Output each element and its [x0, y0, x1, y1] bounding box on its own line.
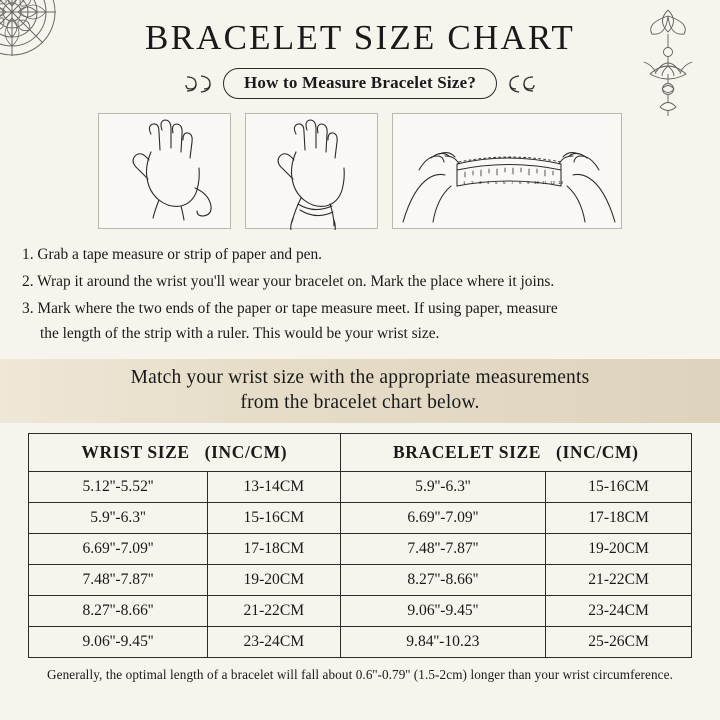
cell-bracelet-cm: 23-24CM [546, 595, 692, 626]
flourish-left-icon [184, 73, 214, 95]
step-number: 1. [22, 246, 34, 263]
banner-line-1: Match your wrist size with the appropriate measurements [130, 367, 590, 389]
flourish-right-icon [506, 73, 536, 95]
cell-bracelet-inc: 6.69''-7.09'' [340, 502, 546, 533]
banner-line-2: from the bracelet chart below. [240, 391, 480, 413]
svg-text:7: 7 [511, 180, 514, 185]
header-bracelet-size-label: BRACELET SIZE [393, 441, 542, 462]
cell-bracelet-cm: 15-16CM [546, 471, 692, 502]
table-header-row [29, 433, 692, 471]
cell-wrist-inc: 6.69''-7.09'' [29, 533, 208, 564]
cell-bracelet-inc: 9.06''-9.45'' [340, 595, 546, 626]
cell-bracelet-cm: 21-22CM [546, 564, 692, 595]
svg-text:6: 6 [503, 180, 506, 185]
cell-bracelet-cm: 19-20CM [546, 533, 692, 564]
cell-wrist-cm: 19-20CM [208, 564, 341, 595]
header-bracelet-size [340, 433, 691, 471]
cell-bracelet-cm: 25-26CM [546, 626, 692, 657]
table-row [29, 564, 692, 595]
illustration-row [0, 113, 720, 229]
subtitle-row [0, 68, 720, 99]
cell-bracelet-inc: 9.84''-10.23 [340, 626, 546, 657]
svg-text:9: 9 [527, 180, 530, 185]
cell-bracelet-inc: 8.27''-8.66'' [340, 564, 546, 595]
header-wrist-size [29, 433, 341, 471]
step-text: Grab a tape measure or strip of paper and pen. [37, 246, 323, 263]
cell-wrist-cm: 21-22CM [208, 595, 341, 626]
footnote: Generally, the optimal length of a bracelet will fall about 0.6''-0.79'' (1.5-2cm) longer than your wrist circumference. [47, 666, 673, 682]
cell-wrist-cm: 15-16CM [208, 502, 341, 533]
svg-text:11: 11 [542, 180, 547, 185]
cell-bracelet-inc: 5.9''-6.3'' [340, 471, 546, 502]
svg-text:2: 2 [471, 180, 474, 185]
svg-text:13: 13 [558, 180, 564, 185]
svg-text:12: 12 [550, 180, 556, 185]
svg-text:10: 10 [534, 180, 540, 185]
table-row [29, 595, 692, 626]
step-number: 2. [22, 272, 34, 290]
cell-wrist-cm: 23-24CM [208, 626, 341, 657]
cell-wrist-inc: 5.12''-5.52'' [29, 471, 208, 502]
table-row [29, 626, 692, 657]
subtitle-pill: How to Measure Bracelet Size? [223, 68, 497, 99]
table-row [29, 502, 692, 533]
cell-bracelet-inc: 7.48''-7.87'' [340, 533, 546, 564]
page-title: BRACELET SIZE CHART [145, 18, 575, 57]
header-wrist-size-label: WRIST SIZE [81, 441, 190, 462]
svg-text:4: 4 [487, 180, 490, 185]
svg-text:8: 8 [519, 180, 522, 185]
step-text-continuation: the length of the strip with a ruler. This would be your wrist size. [40, 324, 440, 342]
illustration-hand-wrapping-wrist [245, 113, 378, 229]
cell-wrist-inc: 9.06''-9.45'' [29, 626, 208, 657]
list-item [22, 243, 694, 268]
step-text: Mark where the two ends of the paper or tape measure meet. If using paper, measure [37, 299, 558, 317]
cell-wrist-cm: 13-14CM [208, 471, 341, 502]
list-item [22, 297, 694, 347]
list-item [22, 270, 694, 295]
size-chart-table [28, 433, 692, 658]
illustration-hands-measuring-with-ruler [392, 113, 622, 229]
header-bracelet-size-unit: (INC/CM) [556, 441, 639, 462]
table-row [29, 471, 692, 502]
svg-text:1: 1 [463, 180, 466, 185]
step-text: Wrap it around the wrist you'll wear your bracelet on. Mark the place where it joins. [37, 272, 555, 290]
header-wrist-size-unit: (INC/CM) [204, 441, 288, 462]
cell-wrist-cm: 17-18CM [208, 533, 341, 564]
cell-bracelet-cm: 17-18CM [546, 502, 692, 533]
cell-wrist-inc: 5.9''-6.3'' [29, 502, 208, 533]
match-size-banner [0, 359, 720, 423]
cell-wrist-inc: 8.27''-8.66'' [29, 595, 208, 626]
svg-text:3: 3 [479, 180, 482, 185]
step-number: 3. [22, 299, 34, 317]
steps-list [0, 243, 720, 347]
table-row [29, 533, 692, 564]
svg-text:5: 5 [495, 180, 498, 185]
cell-wrist-inc: 7.48''-7.87'' [29, 564, 208, 595]
illustration-hand-with-tape-strip [98, 113, 231, 229]
